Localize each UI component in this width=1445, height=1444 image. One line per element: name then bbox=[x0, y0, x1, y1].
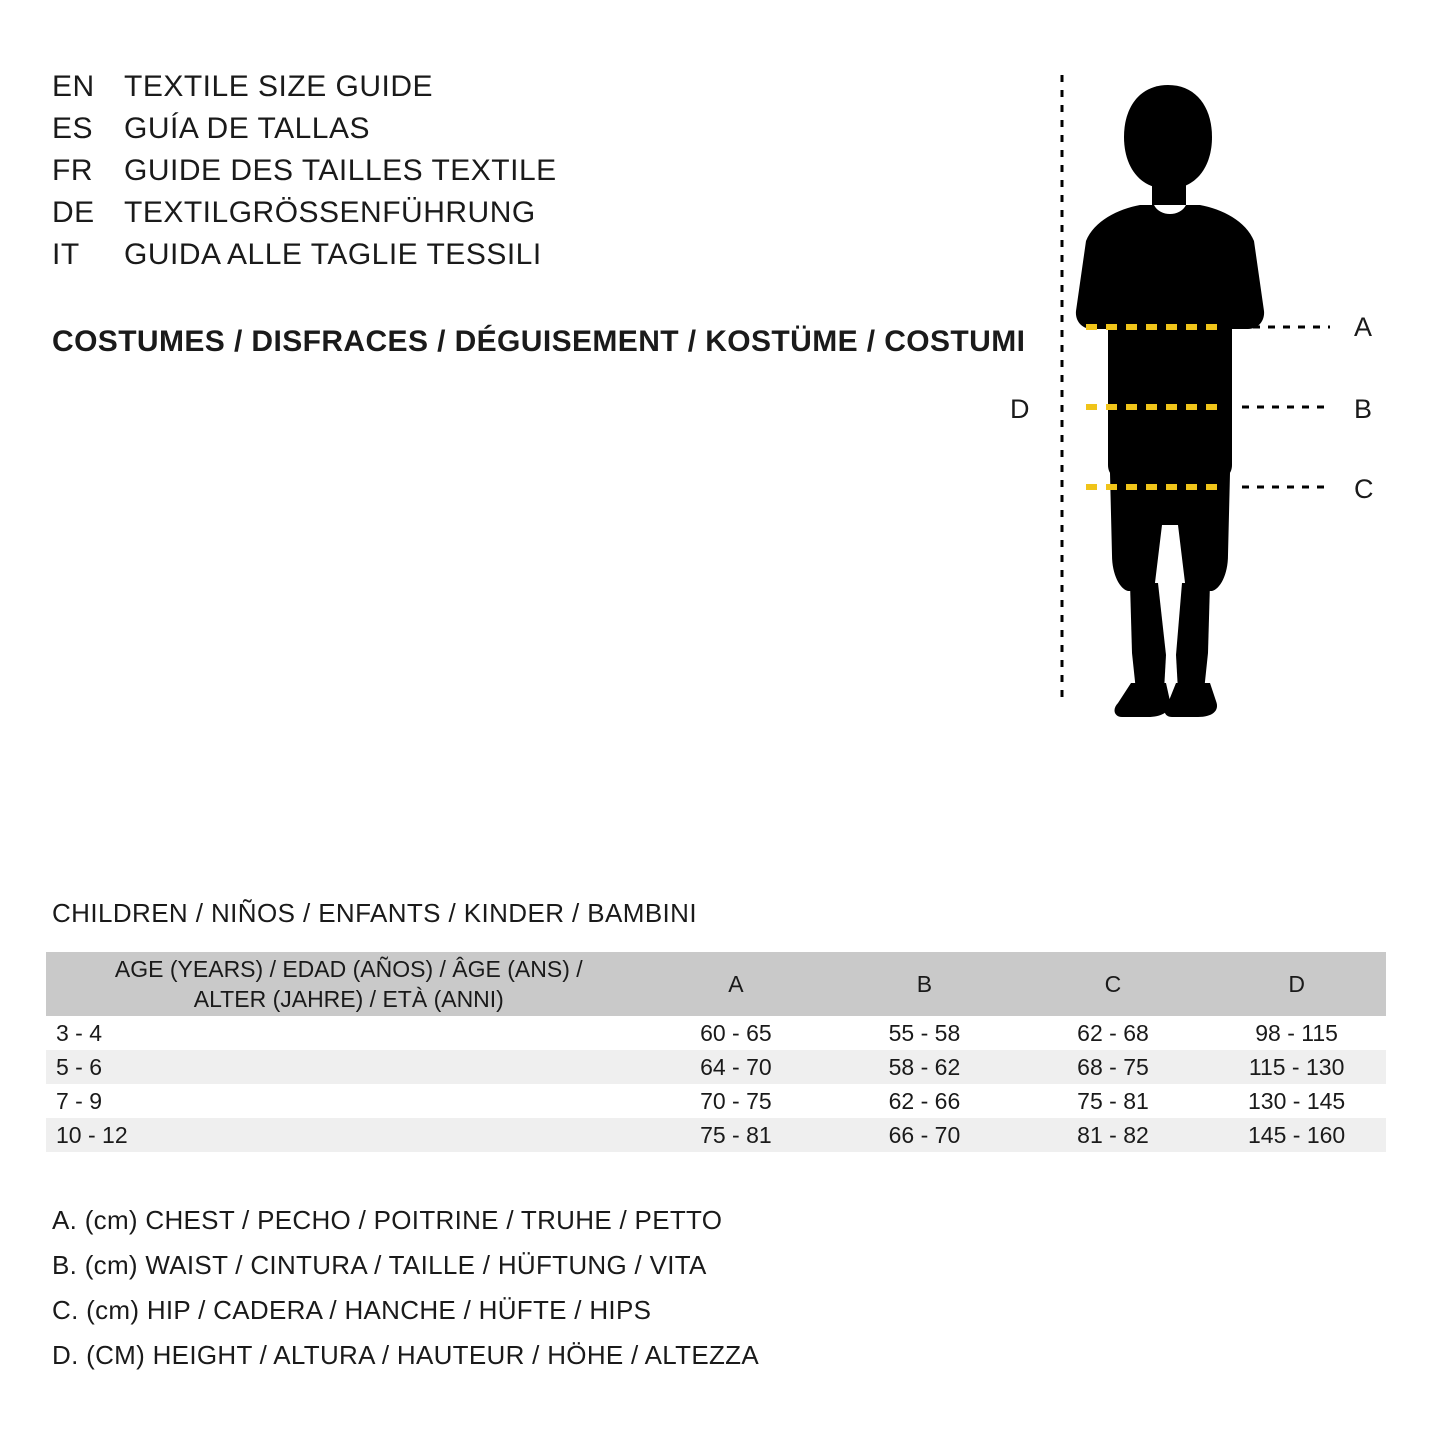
column-header-a: A bbox=[642, 952, 831, 1016]
language-row-fr bbox=[52, 154, 912, 196]
cell-d: 130 - 145 bbox=[1248, 1087, 1346, 1114]
language-text-en: TEXTILE SIZE GUIDE bbox=[124, 70, 434, 103]
column-header-age-line1: AGE (YEARS) / EDAD (AÑOS) / ÂGE (ANS) / bbox=[114, 956, 583, 982]
cell-d: 98 - 115 bbox=[1255, 1019, 1338, 1046]
figure-label-c: C bbox=[1354, 474, 1374, 504]
language-row-de bbox=[52, 196, 912, 238]
table-header-row bbox=[46, 952, 1386, 1016]
language-list bbox=[52, 70, 912, 280]
cell-a: 70 - 75 bbox=[700, 1087, 772, 1114]
measurement-legend bbox=[52, 1198, 952, 1378]
table-section-title: CHILDREN / NIÑOS / ENFANTS / KINDER / BAMBINI bbox=[52, 898, 697, 928]
table-row bbox=[46, 1118, 1386, 1152]
column-header-age bbox=[46, 952, 642, 1016]
language-text-fr: GUIDE DES TAILLES TEXTILE bbox=[124, 154, 557, 187]
cell-c: 62 - 68 bbox=[1077, 1019, 1149, 1046]
language-code-en: EN bbox=[52, 70, 95, 103]
cell-b: 55 - 58 bbox=[888, 1019, 961, 1046]
legend-line-c: C. (cm) HIP / CADERA / HANCHE / HÜFTE / HIPS bbox=[52, 1295, 652, 1325]
language-code-it: IT bbox=[52, 238, 80, 271]
figure-label-b: B bbox=[1354, 394, 1373, 424]
table-header bbox=[46, 952, 1386, 1016]
cell-b: 62 - 66 bbox=[888, 1087, 961, 1114]
language-code-es: ES bbox=[52, 112, 94, 145]
column-header-c: C bbox=[1019, 952, 1208, 1016]
cell-b: 66 - 70 bbox=[888, 1121, 961, 1148]
size-table bbox=[46, 952, 1386, 1152]
legend-line-a: A. (cm) CHEST / PECHO / POITRINE / TRUHE / PETTO bbox=[52, 1205, 723, 1235]
cell-age: 5 - 6 bbox=[56, 1053, 103, 1080]
language-text-it: GUIDA ALLE TAGLIE TESSILI bbox=[124, 238, 542, 271]
table-body bbox=[46, 1016, 1386, 1152]
figure-label-d: D bbox=[1010, 394, 1030, 424]
cell-age: 7 - 9 bbox=[56, 1087, 103, 1114]
language-row-it bbox=[52, 238, 912, 280]
language-text-de: TEXTILGRÖSSENFÜHRUNG bbox=[124, 196, 536, 229]
cell-age: 3 - 4 bbox=[56, 1019, 103, 1046]
column-header-b: B bbox=[830, 952, 1019, 1016]
cell-d: 145 - 160 bbox=[1248, 1121, 1346, 1148]
table-row bbox=[46, 1050, 1386, 1084]
category-line: COSTUMES / DISFRACES / DÉGUISEMENT / KOSTÜME / COSTUMI bbox=[52, 325, 1026, 358]
language-row-en bbox=[52, 70, 912, 112]
child-silhouette-icon bbox=[990, 55, 1410, 735]
figure-label-a: A bbox=[1354, 312, 1373, 342]
cell-c: 68 - 75 bbox=[1077, 1053, 1149, 1080]
cell-a: 75 - 81 bbox=[700, 1121, 772, 1148]
measurement-figure bbox=[990, 55, 1410, 735]
cell-d: 115 - 130 bbox=[1248, 1053, 1345, 1080]
language-code-fr: FR bbox=[52, 154, 93, 187]
legend-line-d: D. (CM) HEIGHT / ALTURA / HAUTEUR / HÖHE / ALTEZZA bbox=[52, 1340, 759, 1370]
cell-a: 64 - 70 bbox=[700, 1053, 772, 1080]
table-row bbox=[46, 1084, 1386, 1118]
column-header-d: D bbox=[1207, 952, 1386, 1016]
legend-line-b: B. (cm) WAIST / CINTURA / TAILLE / HÜFTUNG / VITA bbox=[52, 1250, 707, 1280]
cell-b: 58 - 62 bbox=[888, 1053, 961, 1080]
language-row-es bbox=[52, 112, 912, 154]
column-header-age-line2: ALTER (JAHRE) / ETÀ (ANNI) bbox=[193, 986, 504, 1012]
cell-c: 75 - 81 bbox=[1077, 1087, 1149, 1114]
cell-a: 60 - 65 bbox=[700, 1019, 772, 1046]
language-text-es: GUÍA DE TALLAS bbox=[124, 112, 370, 145]
cell-c: 81 - 82 bbox=[1077, 1121, 1149, 1148]
cell-age: 10 - 12 bbox=[56, 1121, 128, 1148]
language-code-de: DE bbox=[52, 196, 95, 229]
table-row bbox=[46, 1016, 1386, 1050]
